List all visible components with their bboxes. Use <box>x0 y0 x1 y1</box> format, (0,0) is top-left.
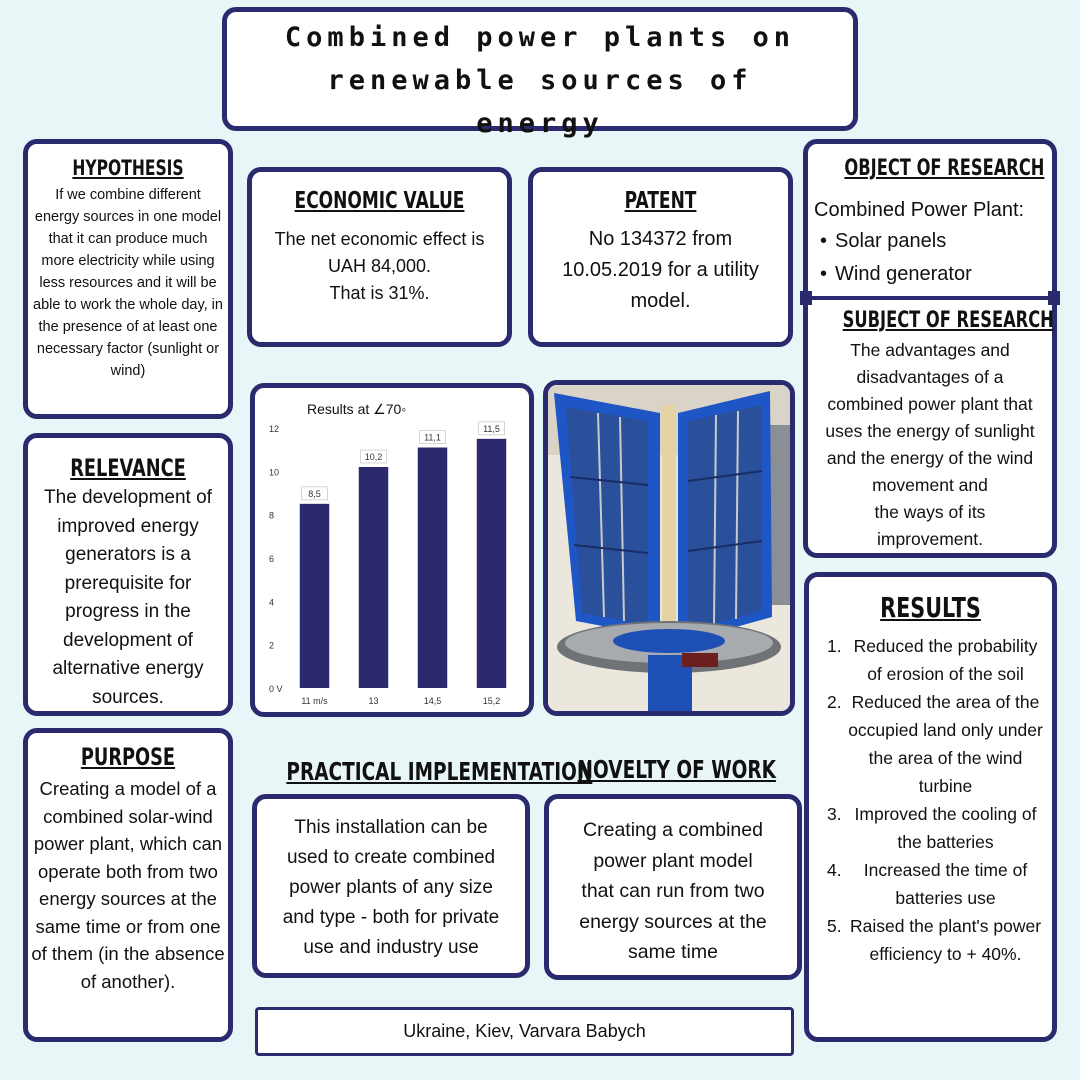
chart-bar <box>300 504 330 688</box>
novelty-line: energy sources at the <box>579 910 767 933</box>
patent-line: No 134372 from <box>588 228 733 250</box>
subject-text <box>812 337 1048 553</box>
patent-heading: PATENT <box>624 188 697 214</box>
economic-value-heading: ECONOMIC VALUE <box>294 188 465 214</box>
results-item <box>817 632 1044 688</box>
title-line: renewable sources of <box>327 65 753 96</box>
x-tick-label: 15,2 <box>482 696 501 706</box>
novelty-line: power plant model <box>593 849 753 872</box>
results-card <box>804 572 1057 1042</box>
author-text: Ukraine, Kiev, Varvara Babych <box>403 1021 646 1041</box>
object-lead: Combined Power Plant: <box>814 199 1025 221</box>
results-text: Raised the plant's power efficiency to + 40%. <box>849 916 1042 964</box>
y-tick-label: 2 <box>269 640 275 651</box>
relevance-text: The development of improved energy generators is a prerequisite for progress in the development of alternative energy sources. <box>44 487 212 708</box>
practical-line: and type - both for private <box>282 907 500 928</box>
practical-line: use and industry use <box>303 937 479 958</box>
practical-line: This installation can be <box>294 817 488 838</box>
subject-heading: SUBJECT OF RESEARCH <box>842 308 1054 333</box>
y-tick-label: 12 <box>269 424 280 434</box>
object-heading: OBJECT OF RESEARCH <box>844 156 1045 181</box>
patent-card <box>528 167 793 347</box>
results-number: 4. <box>827 860 842 880</box>
y-tick-label: 10 <box>269 467 280 478</box>
economic-line: The net economic effect is <box>274 229 485 249</box>
x-tick-label: 11 m/s <box>301 696 328 706</box>
results-item <box>817 800 1044 856</box>
novelty-line: same time <box>628 941 718 963</box>
object-item: • Solar panels <box>820 225 1048 258</box>
hypothesis-text: If we combine different energy sources in one model that it can produce much more electricity while using less resources and it will be able to work the whole day, in the presence of at least one necessary factor (sunlight or wind) <box>33 187 223 379</box>
novelty-card <box>544 794 802 980</box>
economic-value-card <box>247 167 512 347</box>
subject-line: movement and <box>872 475 988 495</box>
title-line: energy <box>476 108 604 139</box>
y-tick-label: 8 <box>269 510 275 521</box>
results-bar-chart <box>255 388 529 712</box>
hypothesis-heading: HYPOTHESIS <box>72 156 184 180</box>
results-list <box>817 632 1044 968</box>
novelty-line: that can run from two <box>581 880 765 902</box>
economic-line: That is 31%. <box>329 283 430 303</box>
results-heading: RESULTS <box>880 591 981 624</box>
relevance-heading: RELEVANCE <box>70 454 186 482</box>
subject-line: the ways of its <box>874 502 986 522</box>
hypothesis-card <box>23 139 233 419</box>
plant-photo <box>543 380 795 716</box>
chart-bar <box>477 439 507 688</box>
object-item: • Wind generator <box>820 258 1048 291</box>
subject-line: uses the energy of sunlight <box>825 421 1035 441</box>
patent-text <box>539 224 782 317</box>
research-divider <box>806 296 1054 300</box>
chart-bar <box>418 448 448 689</box>
practical-card <box>252 794 530 978</box>
poster-title <box>227 12 853 145</box>
object-list <box>814 225 1048 291</box>
subject-line: disadvantages of a <box>856 367 1004 387</box>
relevance-card <box>23 433 233 716</box>
subject-section <box>812 308 1054 553</box>
chart-title: Results at ∠70◦ <box>307 401 407 417</box>
y-tick-label: 6 <box>269 554 275 564</box>
subject-line: and the energy of the wind <box>826 448 1034 468</box>
economic-line: UAH 84,000. <box>327 256 432 276</box>
results-item <box>817 912 1044 968</box>
chart-bar <box>359 467 389 688</box>
subject-line: improvement. <box>876 529 983 549</box>
results-text: Improved the cooling of the batteries <box>854 804 1037 852</box>
title-box <box>222 7 858 139</box>
patent-line: 10.05.2019 for a utility <box>562 259 759 281</box>
data-label: 10,2 <box>364 452 383 462</box>
practical-text <box>263 813 519 963</box>
purpose-card <box>23 728 233 1042</box>
novelty-line: Creating a combined <box>583 819 763 841</box>
title-line: Combined power plants on <box>284 22 796 53</box>
results-number: 5. <box>827 916 842 936</box>
data-label: 11,5 <box>483 423 500 434</box>
subject-line: combined power plant that <box>827 394 1033 414</box>
data-label: 11,1 <box>424 432 441 443</box>
economic-value-text <box>258 226 501 307</box>
y-tick-label: 0 V <box>269 684 283 694</box>
y-tick-label: 4 <box>269 597 275 608</box>
results-item <box>817 688 1044 800</box>
x-tick-label: 14,5 <box>423 696 442 706</box>
novelty-text <box>555 815 791 968</box>
data-label: 8,5 <box>308 488 321 499</box>
purpose-heading: PURPOSE <box>80 743 176 771</box>
research-card <box>803 139 1057 558</box>
plant-photo-illustration <box>548 385 790 711</box>
practical-line: power plants of any size <box>289 877 493 898</box>
patent-line: model. <box>630 290 691 312</box>
author-footer <box>255 1007 794 1056</box>
practical-line: used to create combined <box>286 847 496 868</box>
results-text: Reduced the area of the occupied land only under the area of the wind turbine <box>848 692 1043 796</box>
results-chart-card <box>250 383 534 717</box>
results-number: 1. <box>827 636 842 656</box>
results-text: Increased the time of batteries use <box>863 860 1028 908</box>
results-number: 2. <box>827 692 842 712</box>
results-item <box>817 856 1044 912</box>
results-number: 3. <box>827 804 842 824</box>
subject-line: The advantages and <box>850 340 1010 360</box>
practical-heading: PRACTICAL IMPLEMENTATION <box>286 757 593 786</box>
purpose-text: Creating a model of a combined solar-wind power plant, which can operate both from two energy sources at the same time or from one of them (in the absence of another). <box>31 778 225 992</box>
novelty-heading: NOVELTY OF WORK <box>577 755 776 784</box>
results-text: Reduced the probability of erosion of the soil <box>853 636 1038 684</box>
x-tick-label: 13 <box>368 696 379 706</box>
